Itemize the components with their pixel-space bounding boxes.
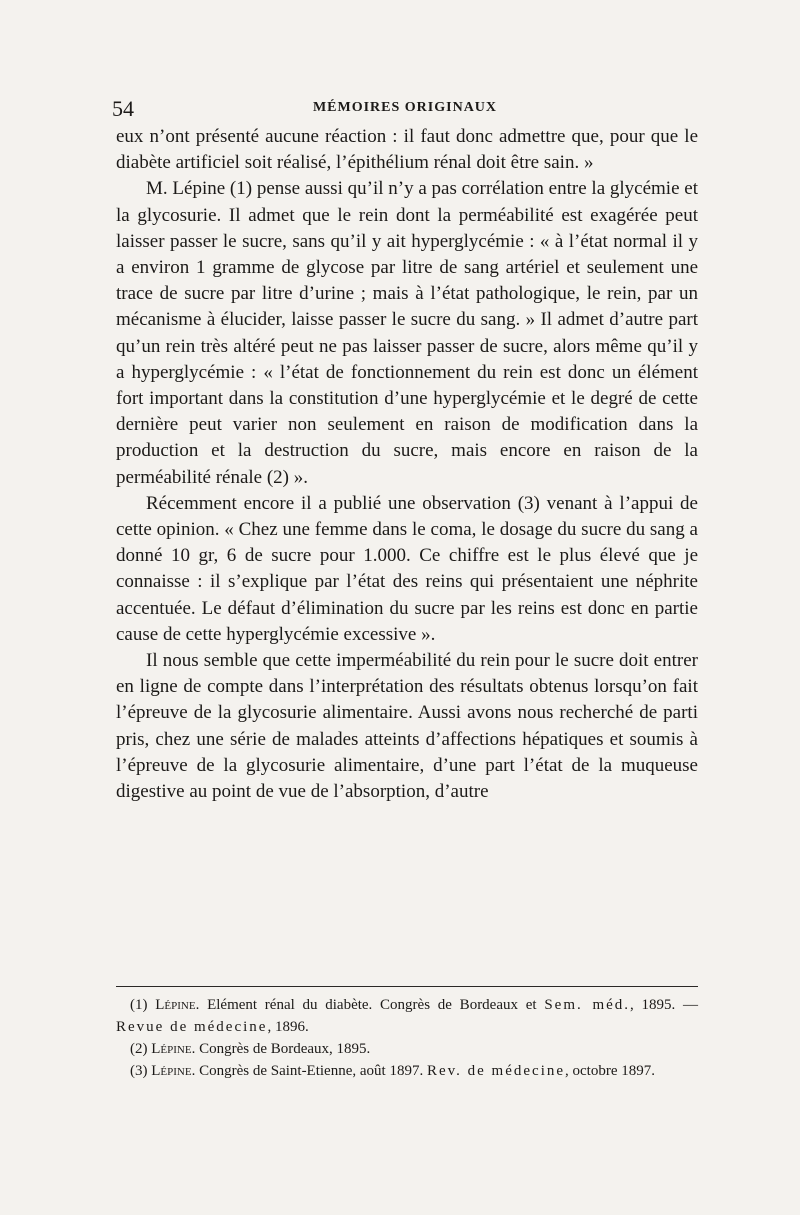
- body-text: [116, 124, 698, 805]
- footnote-mark: (2): [130, 1041, 148, 1057]
- footnote-text: , 1896.: [267, 1019, 309, 1035]
- footnote-journal: Sem. méd.: [544, 997, 631, 1013]
- footnote-text: Elément rénal du diabète. Congrès de Bordeaux et: [207, 997, 537, 1013]
- footnote-1: [116, 994, 698, 1038]
- footnote-journal: Rev. de médecine: [426, 1063, 566, 1079]
- footnote-separator: [116, 986, 698, 987]
- footnote-text: , octobre 1897.: [565, 1063, 655, 1079]
- footnote-2: [116, 1038, 698, 1060]
- running-title: MÉMOIRES ORIGINAUX: [312, 100, 498, 115]
- paragraph: M. Lépine (1) pense aussi qu’il n’y a pas corrélation entre la glycémie et la glycosurie. Il admet que le rein dont la perméabilité est exagérée peut laisser passer le sucre, sans qu’il y ait hyperglycémie : « à l’état normal il y a environ 1 gramme de glycose par litre de sang artériel et seulement une trace de sucre par litre d’urine ; mais à l’état pathologique, le rein, par un mécanisme à élucider, laisse passer le sucre du sang. » Il admet d’autre part qu’un rein très altéré peut ne pas laisser passer de sucre, alors même qu’il y a hyperglycémie : « l’état de fonctionnement du rein est donc un élément fort important dans la constitution d’une hyperglycémie et le degré de cette dernière peut varier non seulement en raison de modification dans la production et la destruction du sucre, mais encore en raison de la perméabilité rénale (2) ».: [116, 178, 698, 488]
- paragraph: Il nous semble que cette imperméabilité du rein pour le sucre doit entrer en ligne de compte dans l’interprétation des résultats obtenus lorsqu’on fait l’épreuve de la glycosurie alimentaire. Aussi avons nous recherché de parti pris, chez une série de malades atteints d’affections hépatiques et soumis à l’épreuve de la glycosurie alimentaire, d’une part l’état de la muqueuse digestive au point de vue de l’absorption, d’autre: [116, 650, 698, 803]
- paragraph: Récemment encore il a publié une observation (3) venant à l’appui de cette opinion. « Chez une femme dans le coma, le dosage du sucre du sang a donné 10 gr, 6 de sucre pour 1.000. Ce chiffre est le plus élevé que je connaisse : il s’explique par l’état des reins qui présentaient une néphrite accentuée. Le défaut d’élimination du sucre par les reins est donc en partie cause de cette hyperglycémie excessive ».: [116, 492, 698, 645]
- footnote-mark: (3): [130, 1063, 148, 1079]
- footnote-mark: (1): [130, 997, 148, 1013]
- footnote-author: Lépine.: [151, 1063, 196, 1079]
- page-number: 54: [112, 96, 134, 121]
- footnote-3: [116, 1060, 698, 1082]
- footnote-author: Lépine.: [151, 1041, 196, 1057]
- paragraph: eux n’ont présenté aucune réaction : il faut donc admettre que, pour que le diabète artificiel soit réalisé, l’épithélium rénal doit être sain. »: [116, 126, 698, 174]
- footnote-text: Congrès de Bordeaux, 1895.: [199, 1041, 371, 1057]
- footnote-text: Congrès de Saint-Etienne, août 1897.: [199, 1063, 424, 1079]
- footnotes: [116, 994, 698, 1082]
- footnote-journal: Revue de médecine: [116, 1019, 268, 1035]
- page-header: [112, 96, 698, 124]
- footnote-author: Lépine.: [155, 997, 200, 1013]
- footnote-text: , 1895. —: [630, 997, 699, 1013]
